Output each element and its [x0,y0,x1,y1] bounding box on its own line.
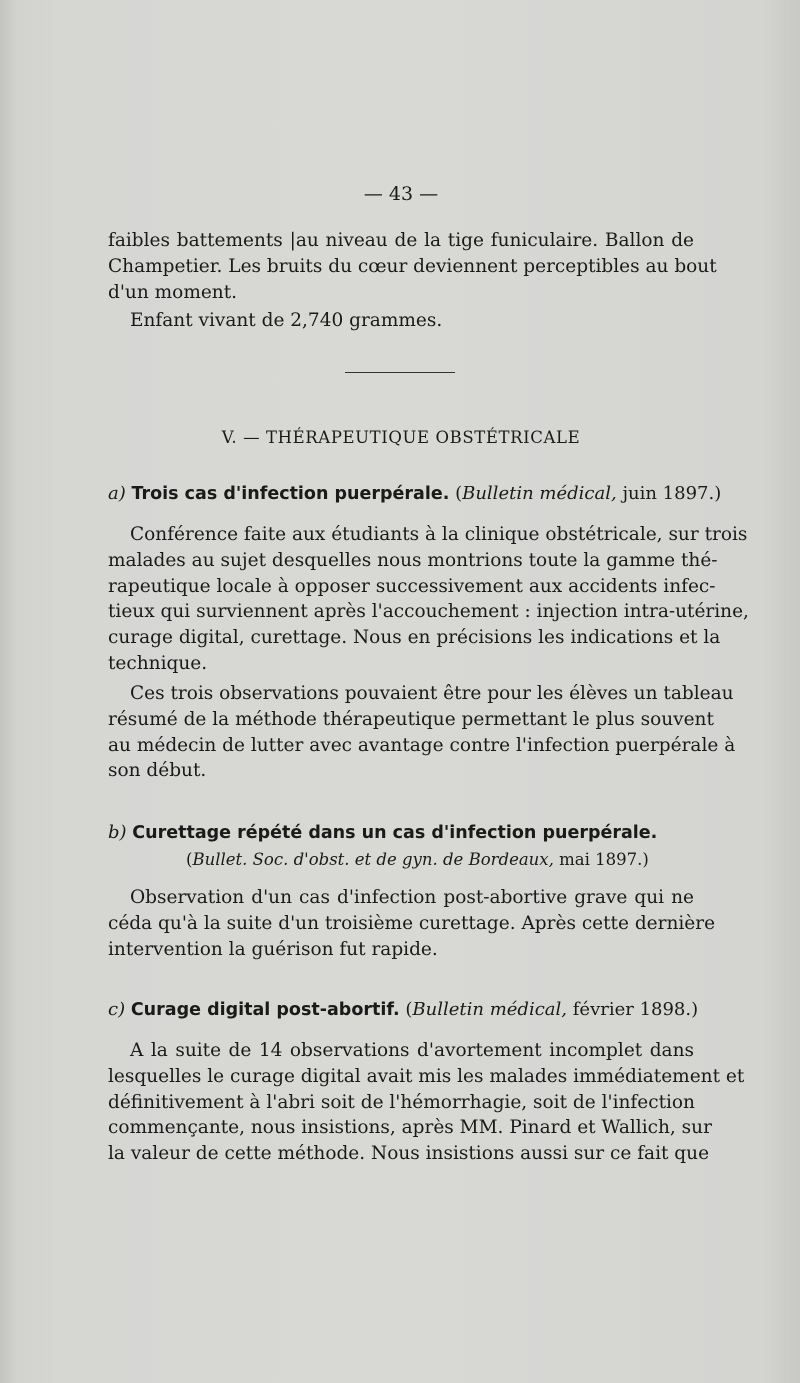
text-line: tieux qui surviennent après l'accouchement : injection intra-utérine, [108,601,749,623]
entry-title: Trois cas d'infection puerpérale. [131,484,450,504]
intro-closing [108,308,716,334]
text-line: commençante, nous insistions, après MM. Pinard et Wallich, sur [108,1117,712,1139]
page-number: — 43 — [363,183,439,205]
entry-b-source: (Bullet. Soc. d'obst. et de gyn. de Bordeaux, mai 1897.) [186,850,649,869]
entry-letter: b) [108,822,127,843]
entry-letter: a) [108,483,126,504]
text-line: céda qu'à la suite d'un troisième curettage. Après cette dernière [108,912,716,934]
text-line: rapeutique locale à opposer successivement aux accidents infec- [108,575,716,597]
entry-source-journal: Bulletin médical, [412,999,568,1020]
entry-heading-b [108,822,694,843]
entry-source-date: juin 1897.) [622,483,722,504]
entry-title: Curage digital post-abortif. [130,1000,400,1020]
entry-source-date: février 1898.) [572,999,699,1020]
text-line: faibles battements |au niveau de la tige funiculaire. Ballon de [108,230,694,251]
text-line: Enfant vivant de 2,740 grammes. [130,310,443,331]
entry-heading-a: a) Trois cas d'infection puerpérale. (Bulletin médical, juin 1897.) [108,483,722,504]
text-line: au médecin de lutter avec avantage contre l'infection puerpérale à [108,734,736,756]
text-line: résumé de la méthode thérapeutique permettant le plus souvent [108,708,714,730]
text-line: technique. [108,652,208,674]
entry-b-paragraph-1 [108,885,716,962]
text-line: A la suite de 14 observations d'avortement incomplet dans [130,1040,694,1061]
text-line: Ces trois observations pouvaient être pour les élèves un tableau [130,683,734,704]
text-line: la valeur de cette méthode. Nous insistions aussi sur ce fait que [108,1143,710,1165]
entry-letter: c) [108,999,126,1020]
text-line: intervention la guérison fut rapide. [108,938,438,960]
text-line: lesquelles le curage digital avait mis les malades immédiatement et [108,1065,745,1087]
entry-source-date: mai 1897.) [559,850,649,869]
intro-paragraph [108,228,717,305]
text-line: Champetier. Les bruits du cœur deviennent perceptibles au bout [108,255,717,277]
section-divider [345,372,455,373]
text-line: malades au sujet desquelles nous montrions toute la gamme thé- [108,549,718,571]
text-line: curage digital, curettage. Nous en précisions les indications et la [108,627,721,649]
entry-c-paragraph-1 [108,1038,745,1167]
entry-source-journal: Bulletin médical, [462,483,617,504]
text-line: d'un moment. [108,281,238,303]
entry-title: Curettage répété dans un cas d'infection puerpérale. [132,823,658,843]
text-line: son début. [108,760,207,782]
text-line: Conférence faite aux étudiants à la clinique obstétricale, sur trois [130,524,748,545]
section-title: V. — THÉRAPEUTIQUE OBSTÉTRICALE [221,428,581,447]
entry-source-journal: Bullet. Soc. d'obst. et de gyn. de Bordeaux, [192,850,554,869]
entry-heading-c: c) Curage digital post-abortif. (Bulletin médical, février 1898.) [108,999,699,1020]
text-line: définitivement à l'abri soit de l'hémorrhagie, soit de l'infection [108,1091,695,1113]
text-line: Observation d'un cas d'infection post-abortive grave qui ne [130,887,694,908]
entry-a-paragraph-2 [108,681,736,784]
entry-a-paragraph-1 [108,522,749,677]
